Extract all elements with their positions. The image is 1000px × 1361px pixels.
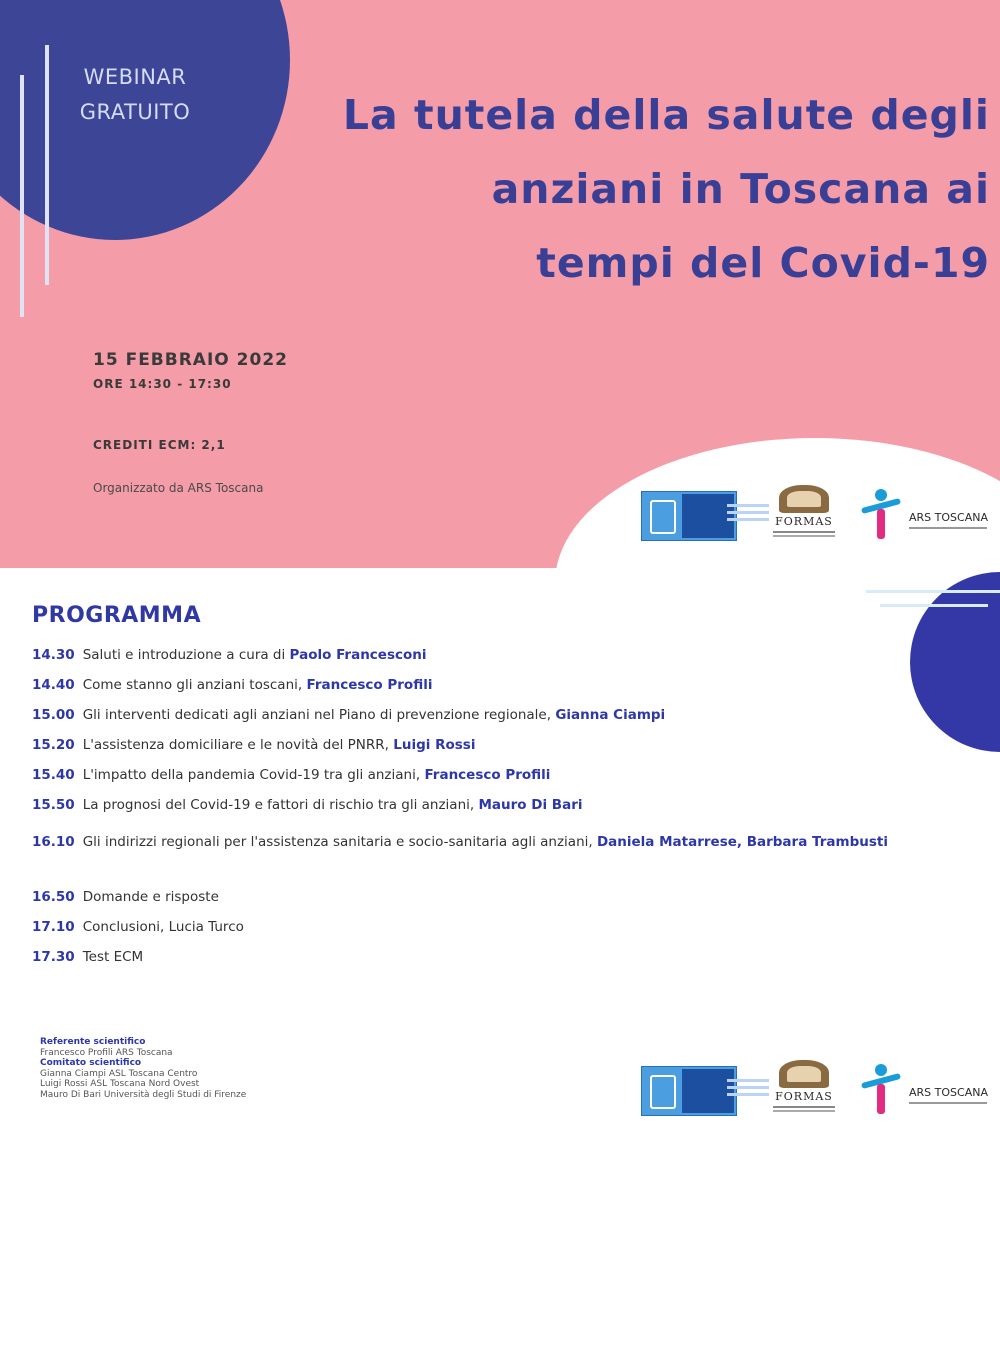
item-time: 17.30 bbox=[32, 949, 75, 965]
item-text: La prognosi del Covid-19 e fattori di rischio tra gli anziani, bbox=[82, 797, 479, 813]
program-item bbox=[32, 949, 892, 979]
item-time: 14.40 bbox=[32, 677, 75, 693]
decorative-line bbox=[880, 604, 988, 607]
committee-heading: Comitato scientifico bbox=[40, 1058, 142, 1068]
program-item bbox=[32, 677, 892, 707]
sst-logo bbox=[641, 1066, 737, 1116]
title-line: La tutela della salute degli bbox=[342, 91, 990, 139]
item-speaker: Paolo Francesconi bbox=[289, 647, 427, 663]
committee-line: Luigi Rossi ASL Toscana Nord Ovest bbox=[40, 1079, 200, 1089]
item-time: 16.10 bbox=[32, 834, 75, 850]
program-item bbox=[32, 797, 892, 827]
item-time: 16.50 bbox=[32, 889, 75, 905]
item-time: 15.50 bbox=[32, 797, 75, 813]
program-item bbox=[32, 707, 892, 737]
organizer: Organizzato da ARS Toscana bbox=[93, 481, 264, 495]
ars-logo-name: ARS TOSCANA bbox=[909, 511, 988, 524]
person-icon bbox=[875, 1064, 887, 1076]
item-time: 15.20 bbox=[32, 737, 75, 753]
program-list bbox=[32, 647, 892, 979]
webinar-label bbox=[50, 60, 220, 130]
committee-line: Gianna Ciampi ASL Toscana Centro bbox=[40, 1068, 198, 1079]
committee-heading: Referente scientifico bbox=[40, 1037, 146, 1047]
scientific-committee bbox=[40, 1037, 280, 1100]
committee-line: Mauro Di Bari Università degli Studi di Firenze bbox=[40, 1089, 247, 1100]
sst-logo bbox=[641, 491, 737, 541]
formas-logo-name: FORMAS bbox=[775, 1090, 833, 1103]
sst-pictogram-icon bbox=[650, 500, 676, 534]
webinar-line: WEBINAR bbox=[83, 65, 187, 89]
formas-logo bbox=[769, 485, 839, 545]
page-title bbox=[300, 78, 990, 300]
item-text: L'impatto della pandemia Covid-19 tra gli anziani, bbox=[82, 767, 425, 783]
item-speaker: Francesco Profili bbox=[424, 767, 551, 783]
item-text: Saluti e introduzione a cura di bbox=[82, 647, 290, 663]
item-text: L'assistenza domiciliare e le novità del PNRR, bbox=[82, 737, 394, 753]
ars-logo bbox=[861, 487, 989, 543]
decorative-line bbox=[866, 590, 1000, 593]
item-speaker: Francesco Profili bbox=[306, 677, 433, 693]
item-speaker: Mauro Di Bari bbox=[478, 797, 583, 813]
event-date: 15 FEBBRAIO 2022 bbox=[93, 350, 288, 370]
program-item bbox=[32, 737, 892, 767]
program-item bbox=[32, 889, 892, 919]
decorative-circle bbox=[910, 572, 1000, 752]
decorative-line bbox=[20, 75, 24, 317]
item-time: 14.30 bbox=[32, 647, 75, 663]
logo-row bbox=[641, 485, 991, 545]
item-text: Domande e risposte bbox=[82, 889, 219, 905]
program-item bbox=[32, 767, 892, 797]
ars-logo-name: ARS TOSCANA bbox=[909, 1086, 988, 1099]
title-line: tempi del Covid-19 bbox=[536, 239, 990, 287]
sst-pictogram-icon bbox=[650, 1075, 676, 1109]
committee-line: Francesco Profili ARS Toscana bbox=[40, 1047, 173, 1058]
program-item bbox=[32, 647, 892, 677]
item-time: 15.00 bbox=[32, 707, 75, 723]
item-text: Come stanno gli anziani toscani, bbox=[82, 677, 307, 693]
program-title: PROGRAMMA bbox=[32, 603, 202, 628]
webinar-line: GRATUITO bbox=[79, 100, 191, 124]
formas-logo bbox=[769, 1060, 839, 1120]
item-text: Conclusioni, Lucia Turco bbox=[82, 919, 244, 935]
title-line: anziani in Toscana ai bbox=[491, 165, 990, 213]
item-time: 17.10 bbox=[32, 919, 75, 935]
formas-logo-name: FORMAS bbox=[775, 515, 833, 528]
decorative-line bbox=[45, 45, 49, 285]
logo-row-footer bbox=[641, 1060, 991, 1120]
item-time: 15.40 bbox=[32, 767, 75, 783]
item-text: Test ECM bbox=[82, 949, 144, 965]
ecm-credits: CREDITI ECM: 2,1 bbox=[93, 438, 226, 452]
item-speaker: Luigi Rossi bbox=[393, 737, 476, 753]
item-text: Gli interventi dedicati agli anziani nel Piano di prevenzione regionale, bbox=[82, 707, 556, 723]
ars-logo bbox=[861, 1062, 989, 1118]
event-hours: ORE 14:30 - 17:30 bbox=[93, 377, 232, 391]
program-item bbox=[32, 919, 892, 949]
item-speaker: Gianna Ciampi bbox=[555, 707, 666, 723]
header-banner bbox=[0, 0, 1000, 568]
item-text: Gli indirizzi regionali per l'assistenza sanitaria e socio-sanitaria agli anziani, bbox=[82, 834, 597, 850]
program-item bbox=[32, 827, 892, 889]
person-icon bbox=[875, 489, 887, 501]
item-speaker: Daniela Matarrese, Barbara Trambusti bbox=[596, 834, 888, 850]
